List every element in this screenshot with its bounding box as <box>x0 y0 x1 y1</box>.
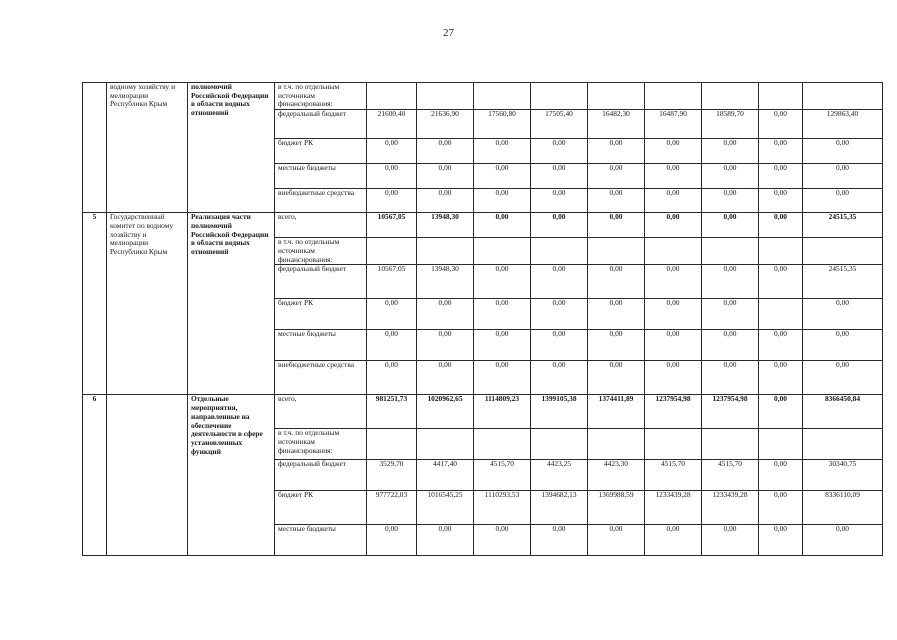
amount-cell <box>417 238 474 265</box>
amount-cell: 0,00 <box>702 330 759 361</box>
amount-cell: 1233439,28 <box>645 491 702 525</box>
amount-cell: 3529,70 <box>367 460 417 491</box>
amount-cell <box>645 429 702 460</box>
funding-source-cell: бюджет РК <box>275 139 367 164</box>
amount-cell: 0,00 <box>702 361 759 395</box>
amount-cell: 0,00 <box>474 361 531 395</box>
amount-cell: 0,00 <box>367 139 417 164</box>
amount-cell: 1369988,59 <box>588 491 645 525</box>
amount-cell: 16482,30 <box>588 110 645 139</box>
amount-cell: 1233439,28 <box>702 491 759 525</box>
funding-source-cell: внебюджетные средства <box>275 361 367 395</box>
amount-cell: 0,00 <box>588 164 645 189</box>
amount-cell: 30340,75 <box>803 460 883 491</box>
amount-cell: 4515,70 <box>474 460 531 491</box>
amount-cell: 1374411,89 <box>588 395 645 429</box>
amount-cell: 0,00 <box>759 491 803 525</box>
executor-cell <box>107 395 188 556</box>
amount-cell: 0,00 <box>759 525 803 556</box>
amount-cell: 0,00 <box>645 189 702 213</box>
funding-source-cell: всего, <box>275 395 367 429</box>
amount-cell: 0,00 <box>759 139 803 164</box>
amount-cell: 13948,30 <box>417 213 474 238</box>
amount-cell: 24515,35 <box>803 213 883 238</box>
amount-cell: 0,00 <box>759 213 803 238</box>
amount-cell: 0,00 <box>702 164 759 189</box>
amount-cell: 0,00 <box>367 525 417 556</box>
amount-cell <box>645 238 702 265</box>
amount-cell: 0,00 <box>367 299 417 330</box>
amount-cell: 0,00 <box>531 139 588 164</box>
amount-cell: 0,00 <box>645 330 702 361</box>
row-number-cell: 5 <box>83 213 107 395</box>
amount-cell <box>702 83 759 110</box>
amount-cell: 0,00 <box>645 164 702 189</box>
amount-cell <box>474 429 531 460</box>
amount-cell: 16487,90 <box>645 110 702 139</box>
amount-cell: 1399105,38 <box>531 395 588 429</box>
funding-source-cell: бюджет РК <box>275 491 367 525</box>
funding-source-cell: федеральный бюджет <box>275 460 367 491</box>
table-row <box>83 213 883 238</box>
amount-cell: 977722,03 <box>367 491 417 525</box>
amount-cell: 0,00 <box>759 189 803 213</box>
amount-cell: 1016545,25 <box>417 491 474 525</box>
amount-cell: 0,00 <box>531 525 588 556</box>
amount-cell: 0,00 <box>474 189 531 213</box>
amount-cell: 1110293,53 <box>474 491 531 525</box>
amount-cell: 4515,70 <box>645 460 702 491</box>
amount-cell: 0,00 <box>474 299 531 330</box>
amount-cell: 0,00 <box>803 299 883 330</box>
funding-source-cell: местные бюджеты <box>275 330 367 361</box>
amount-cell: 10567,05 <box>367 265 417 299</box>
amount-cell: 0,00 <box>702 139 759 164</box>
amount-cell: 17560,80 <box>474 110 531 139</box>
budget-table <box>82 82 883 556</box>
amount-cell: 0,00 <box>759 395 803 429</box>
amount-cell: 0,00 <box>645 213 702 238</box>
amount-cell <box>803 429 883 460</box>
amount-cell: 0,00 <box>759 361 803 395</box>
amount-cell <box>531 429 588 460</box>
amount-cell: 0,00 <box>474 525 531 556</box>
amount-cell: 18589,70 <box>702 110 759 139</box>
amount-cell <box>759 429 803 460</box>
amount-cell <box>531 83 588 110</box>
amount-cell: 0,00 <box>531 164 588 189</box>
table-row <box>83 395 883 429</box>
amount-cell <box>367 83 417 110</box>
amount-cell: 0,00 <box>759 330 803 361</box>
amount-cell: 0,00 <box>474 330 531 361</box>
amount-cell: 0,00 <box>367 189 417 213</box>
amount-cell: 0,00 <box>803 330 883 361</box>
amount-cell: 8366450,84 <box>803 395 883 429</box>
amount-cell: 0,00 <box>367 361 417 395</box>
amount-cell: 981251,73 <box>367 395 417 429</box>
funding-source-cell: местные бюджеты <box>275 525 367 556</box>
amount-cell <box>803 83 883 110</box>
amount-cell: 0,00 <box>702 213 759 238</box>
funding-source-cell: федеральный бюджет <box>275 265 367 299</box>
event-cell: полномочий Российской Федерации в области водных отношений <box>188 83 275 213</box>
amount-cell: 0,00 <box>803 139 883 164</box>
amount-cell: 0,00 <box>474 213 531 238</box>
event-cell: Отдельные мероприятия, направленные на обеспечение деятельности в сфере установленных функций <box>188 395 275 556</box>
event-cell: Реализация части полномочий Российской Федерации в области водных отношений <box>188 213 275 395</box>
amount-cell: 24515,35 <box>803 265 883 299</box>
amount-cell <box>417 83 474 110</box>
amount-cell: 0,00 <box>645 139 702 164</box>
amount-cell: 4417,40 <box>417 460 474 491</box>
amount-cell: 4423,25 <box>531 460 588 491</box>
amount-cell: 0,00 <box>417 139 474 164</box>
amount-cell: 0,00 <box>803 525 883 556</box>
amount-cell <box>702 429 759 460</box>
amount-cell: 0,00 <box>702 189 759 213</box>
amount-cell <box>474 83 531 110</box>
amount-cell: 0,00 <box>367 164 417 189</box>
amount-cell: 0,00 <box>417 164 474 189</box>
amount-cell: 21600,40 <box>367 110 417 139</box>
amount-cell: 0,00 <box>588 189 645 213</box>
amount-cell: 0,00 <box>531 299 588 330</box>
amount-cell: 0,00 <box>474 164 531 189</box>
funding-source-cell: всего, <box>275 213 367 238</box>
amount-cell <box>803 238 883 265</box>
amount-cell: 0,00 <box>759 164 803 189</box>
amount-cell <box>759 299 803 330</box>
amount-cell: 0,00 <box>588 299 645 330</box>
amount-cell: 0,00 <box>588 139 645 164</box>
amount-cell: 0,00 <box>702 299 759 330</box>
amount-cell: 0,00 <box>803 361 883 395</box>
amount-cell: 0,00 <box>531 213 588 238</box>
amount-cell: 0,00 <box>645 361 702 395</box>
page-number: 27 <box>443 27 454 39</box>
amount-cell: 0,00 <box>367 330 417 361</box>
amount-cell <box>367 238 417 265</box>
amount-cell: 0,00 <box>531 330 588 361</box>
funding-source-cell: в т.ч. по отдельным источникам финансирования: <box>275 83 367 110</box>
amount-cell: 1394682,13 <box>531 491 588 525</box>
amount-cell: 0,00 <box>645 299 702 330</box>
amount-cell <box>417 429 474 460</box>
funding-source-cell: бюджет РК <box>275 299 367 330</box>
amount-cell: 10567,05 <box>367 213 417 238</box>
amount-cell: 129863,40 <box>803 110 883 139</box>
amount-cell: 1114809,23 <box>474 395 531 429</box>
amount-cell: 4423,30 <box>588 460 645 491</box>
amount-cell: 0,00 <box>645 265 702 299</box>
amount-cell: 0,00 <box>474 265 531 299</box>
amount-cell <box>531 238 588 265</box>
amount-cell <box>702 238 759 265</box>
amount-cell: 0,00 <box>588 330 645 361</box>
amount-cell: 13948,30 <box>417 265 474 299</box>
amount-cell <box>759 83 803 110</box>
amount-cell: 0,00 <box>759 265 803 299</box>
amount-cell: 21636,90 <box>417 110 474 139</box>
funding-source-cell: в т.ч. по отдельным источникам финансирования: <box>275 238 367 265</box>
amount-cell: 0,00 <box>759 110 803 139</box>
amount-cell: 0,00 <box>803 189 883 213</box>
amount-cell: 1237954,98 <box>645 395 702 429</box>
amount-cell: 0,00 <box>417 189 474 213</box>
funding-source-cell: федеральный бюджет <box>275 110 367 139</box>
amount-cell: 0,00 <box>531 265 588 299</box>
amount-cell <box>759 238 803 265</box>
amount-cell: 0,00 <box>588 265 645 299</box>
amount-cell: 0,00 <box>531 189 588 213</box>
amount-cell: 0,00 <box>531 361 588 395</box>
amount-cell: 17505,40 <box>531 110 588 139</box>
amount-cell: 0,00 <box>702 525 759 556</box>
amount-cell: 0,00 <box>803 164 883 189</box>
amount-cell: 8336110,09 <box>803 491 883 525</box>
amount-cell <box>367 429 417 460</box>
funding-source-cell: внебюджетные средства <box>275 189 367 213</box>
executor-cell: Государственный комитет по водному хозяйству и мелиорации Республики Крым <box>107 213 188 395</box>
funding-source-cell: местные бюджеты <box>275 164 367 189</box>
amount-cell <box>645 83 702 110</box>
amount-cell <box>474 238 531 265</box>
amount-cell: 0,00 <box>588 361 645 395</box>
amount-cell: 1237954,98 <box>702 395 759 429</box>
amount-cell: 0,00 <box>759 460 803 491</box>
row-number-cell: 6 <box>83 395 107 556</box>
amount-cell: 0,00 <box>588 525 645 556</box>
amount-cell: 4515,70 <box>702 460 759 491</box>
amount-cell: 0,00 <box>417 361 474 395</box>
table-row <box>83 83 883 110</box>
row-number-cell <box>83 83 107 213</box>
amount-cell: 0,00 <box>417 525 474 556</box>
executor-cell: водному хозяйству и мелиорации Республики Крым <box>107 83 188 213</box>
amount-cell: 0,00 <box>417 299 474 330</box>
funding-source-cell: в т.ч. по отдельным источникам финансирования: <box>275 429 367 460</box>
amount-cell: 0,00 <box>588 213 645 238</box>
amount-cell: 0,00 <box>702 265 759 299</box>
amount-cell: 0,00 <box>474 139 531 164</box>
amount-cell: 1020962,65 <box>417 395 474 429</box>
amount-cell <box>588 83 645 110</box>
amount-cell <box>588 238 645 265</box>
amount-cell: 0,00 <box>645 525 702 556</box>
amount-cell: 0,00 <box>417 330 474 361</box>
amount-cell <box>588 429 645 460</box>
